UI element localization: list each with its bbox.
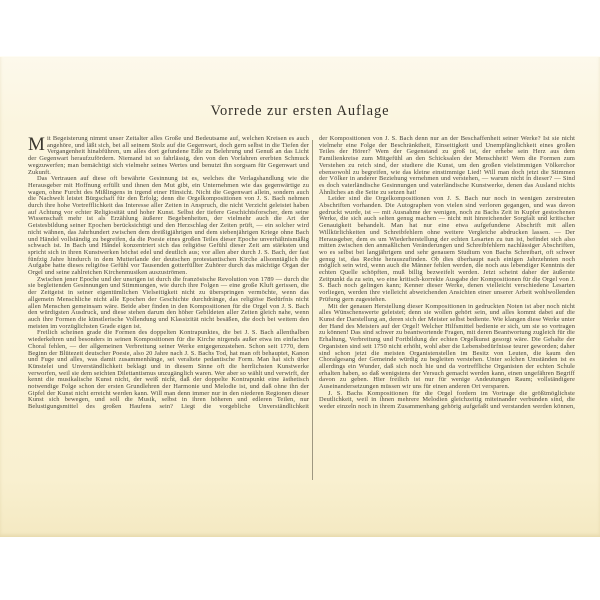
paragraph-deutlichkeit: J. S. Bachs Kompositionen für die Orgel fordern im Vortrage die größtmöglichste Deutlichkeit, weil in ihnen mehrere Melodien gleichzeitig miteinander verbunden sind, die weder einzeln noch in ihrem Zusammenhang gehörig aufgefaßt und verstanden werden können, bbox=[319, 389, 575, 411]
scanned-book-page bbox=[0, 56, 600, 537]
paragraph-kontrapunkt: Freilich scheinen grade die Formen des doppelten Kontrapunktes, die bei J. S. Bach allenthalben wiederkehren und besonders in seinen Kompositionen für die Kirche nirgends außer etwa im einfachen Choral fehlen, — der allgemeinen Verbreitung seiner Werke entgegenzustehen. Schon seit 1770, dem Beginn der Blütezeit deutscher Poesie, also 20 Jahre nach J. S. Bachs Tod, hat man oft behauptet, Kanon und Fuge und alles, was damit zusammenhänge, sei veraltete pedantische Form. Man hat sich über Künstelei und Unverständlichkeit beklagt und in diesem Sinne oft die herrlichsten Kunstwerke verworfen, weil sie dem seichten Dilettantismus unzugänglich waren. Wer aber so wählt und verwirft, der kennt die musikalische Kunst nicht, der weiß nicht, daß der doppelte Kontrapunkt eine ästhetisch notwendige Folge schon der ersten Grundlehren der Harmonie und Melodie ist, und daß ohne ihn der Gipfel der Kunst nicht erreicht werden kann. Will man denn immer nur in den niederen Regionen dieser Kunst sich bewegen, und soll die Musik, selbst in ihren höheren und edleren Teilen, nur Belustigungsmittel des großen Haufens sein? Liegt die vorgebliche Unverständlichkeit bbox=[28, 329, 309, 411]
paragraph-abschriften: Leider sind die Orgelkompositionen von J. S. Bach nur noch in wenigen zerstreuten Abschriften vorhanden. Die Autographen von vielen sind verloren gegangen, und was davon gedruckt wurde, ist — mit Ausnahme der wenigen, noch zu Bachs Zeit in Kupfer gestochenen Werke, die sich auch selten genug machen — nicht mit hinreichender Sorgfalt und kritischer Genauigkeit behandelt. Man hat nur eine etwa aufgefundene Abschrift mit allen Willkürlichkeiten und Schreibfehlern ohne weitere Vergleiche abdrucken lassen. — Der Herausgeber, dem es um Wiederherstellung der echten Lesarten zu tun ist, befindet sich also mitten zwischen den anmaßlichen Veränderungen und Schreibfehlern nachlässiger Abschriften, wo es selbst bei langjährigem und sehr genauem Studium von Bachs Schreibart, oft schwer genug ist, das Rechte herauszufinden. Ob dies überhaupt nach einigen Jahrzehnten noch möglich sein wird, wenn auch die Männer fehlen werden, die noch aus lebendiger Kenntnis der echten Quelle schöpften, muß billig bezweifelt werden. Jetzt scheint daher der äußerste Zeitpunkt da zu sein, wo eine kritisch-korrekte Ausgabe der Kompositionen für die Orgel von J. S. Bach noch gelingen kann; Kenner dieser Werke, denen vielleicht verschiedene Lesarten vorliegen, werden ihre vielleicht abweichenden Ansichten einer unserer Arbeit wohlwollenden Prüfung gern zugestehen. bbox=[319, 195, 575, 303]
drop-cap: M bbox=[28, 134, 45, 155]
paragraph-opening-text: it Begeisterung nimmt unser Zeitalter alles Große und Bedeutsame auf, welchen Kreisen es auch angehöre, und läßt sich, bei all seinem Stolz auf die Gegenwart, doch gern selbst in die Tiefen der Vergangenheit hinabführen, um alles dort gefundene Edle zu Belehrung und Genuß an das Licht der Gegenwart heraufzufördern. Niemand ist so fahrlässig, den von den Vorfahren ererbten Schmuck wegzuwerfen; man bemächtigt sich vielmehr seines Wertes und benutzt ihn sorgsam für Gegenwart und Zukunft. bbox=[28, 135, 309, 176]
left-column bbox=[28, 136, 309, 411]
right-column bbox=[319, 136, 575, 411]
paragraph-vertrauen: Das Vertrauen auf diese oft bewährte Gesinnung ist es, welches die Verlagshandlung wie die Herausgeber mit Hoffnung erfüllt und ihnen den Mut gibt, ein Unternehmen wie das gegenwärtige zu wagen, ohne Furcht des Mißlingens in irgend einer Hinsicht. Nicht die Gegenwart allein, sondern auch die Nachwelt leistet Bürgschaft für den Erfolg; denn die Orgelkompositionen von J. S. Bach nehmen durch ihre hohe Vortrefflichkeit das Interesse aller Zeiten in Anspruch, die nicht Verzicht geleistet haben auf Achtung vor echter Religiosität und hoher Kunst. Selbst der tiefere Geschichtsforscher, dem seine Wissenschaft mehr ist als Erzählung äußerer Begebenheiten, der vielmehr auch die Art der Geistesbildung seiner Epochen berücksichtigt und den Herzschlag der Zeiten prüft, — ein solcher wird nicht wähnen, das Jahrhundert zwischen dem dreißigjährigen und dem siebenjährigen Kriege ohne Bach und Händel vollständig zu begreifen, da die Poesie eines großen Teiles dieser Epoche unverhältnismäßig schwach ist. In Bach und Händel konzentriert sich das religiöse Gefühl dieser Zeit am stärksten und spricht sich in ihren Kunstwerken höchst edel und deutlich aus; vor allen aber durch J. S. Bach, der fast fünfzig Jahre hindurch in dem Mutterlande der deutschen protestantischen Kirche allsonntäglich die Aufgabe hatte dieses religiöse Gefühl vor Tausenden gotterfüllter Zuhörer durch das mächtige Organ der Orgel und seine zahlreichen Kirchenmusiken auszuströmen. bbox=[28, 175, 309, 277]
paragraph-epoche: Zwischen jener Epoche und der unsrigen ist durch die französische Revolution von 1789 — durch die sie begleitenden Gesinnungen und Stimmungen, wie durch ihre Folgen — eine große Kluft gerissen, die der Zeitgeist in seiner eigentümlichen Vielseitigkeit nicht zu überspringen vermöchte, wenn das allgemein Menschliche nicht alle Epochen der Geschichte durchdränge, das religiöse Bedürfnis nicht allen Menschen gemeinsam wäre. Beide aber finden in den Kompositionen für die Orgel von J. S. Bach den würdigsten Ausdruck, und diese stehen darum den höher Gebildeten aller Zeiten gleich nahe, wenn auch ihre Formen die künstlerische Vollendung und Klassizität nicht besäßen, die doch bei weitem den meisten im vorzüglichsten Grade eigen ist. bbox=[28, 275, 309, 330]
paragraph-opening bbox=[28, 136, 309, 176]
column-divider bbox=[312, 140, 313, 480]
paragraph-kontrapunkt-continued: der Kompositionen von J. S. Bach denn nur an der Beschaffenheit seiner Werke? Ist sie nicht vielmehr eine Folge der Beschränktheit, Einseitigkeit und Unempfänglichkeit eines großen Teiles der Hörer? Wem der Gegenstand zu groß ist, der erhebe sein Herz aus dem Familienkreise zum Mitgefühl an den Schicksalen der Menschheit! Wem die Formen zum Verstehen zu reich sind, der studiere die Kunst, um den großen vielstimmigen Völkerchor ebensowohl zu begreifen, wie das kleine einstimmige Lied! Will man doch jetzt die Stimmen der Völker in anderer Beziehung vernehmen und verstehen, — warum nicht in dieser? — Sind es doch vaterländische Gesinnungen und vaterländische Kunstwerke, denen das Ausland nichts Ähnliches an die Seite zu setzen hat! bbox=[319, 135, 575, 196]
paragraph-herstellung: Mit der genauen Herstellung dieser Kompositionen in gedruckten Noten ist aber noch nicht alles Wünschenswerte geleistet; denn sie wollen gehört sein, und alles kommt dabei auf die Kunst der Darstellung an, deren sich der Meister selbst bediente. Wie klangen diese Werke unter der Hand des Meisters auf der Orgel! Welcher Hilfsmittel bediente er sich, um sie so vortragen zu können! Das sind schwer zu beantwortende Fragen, mit deren Beantwortung zugleich für die Erhaltung, Verbreitung und Fortbildung der echten Orgelkunst gesorgt wäre. Die Gehalte der Organisten sind seit 1750 nicht erhöht, wohl aber die Lebensbedürfnisse teurer geworden; daher sind schon jetzt die meisten Organistenstellen im Besitz von Leuten, die kaum den Choralgesang der Gemeinde würdig zu begleiten verstehen. Unter solchen Umständen ist es allerdings ein Wunder, daß sich noch hie und da vortreffliche Organisten der echten Schule erhalten haben, so daß wenigstens der Versuch gemacht werden kann, einen ungefähren Begriff davon zu geben. Hier freilich ist nur für wenige Andeutungen Raum; vollständigere Auseinandersetzungen müssen wir uns für einen anderen Ort versparen. bbox=[319, 302, 575, 391]
page-title: Vorrede zur ersten Auflage bbox=[210, 103, 390, 119]
